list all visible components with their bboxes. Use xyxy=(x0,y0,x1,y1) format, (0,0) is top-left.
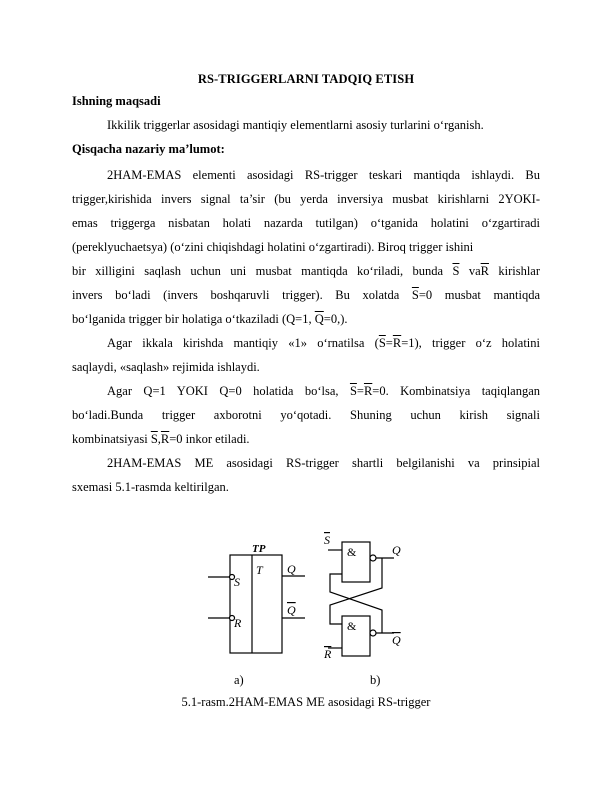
upper-inversion-bubble xyxy=(370,555,376,561)
input-r-label: R xyxy=(234,616,242,630)
figure-caption: 5.1-rasm.2HAM-EMAS ME asosidagi RS-trigger xyxy=(181,695,431,709)
text-fragment: Agar Q=1 YOKI Q=0 holatida bo‘lsa, xyxy=(107,384,339,398)
text-fragment: invers bo‘ladi (invers boshqaruvli trigger). Bu xolatda xyxy=(72,288,400,302)
text-fragment: kombinatsiyasi xyxy=(72,432,148,446)
para1-line6 xyxy=(72,288,540,302)
r-bar-symbol: $\overline{R}$ xyxy=(480,264,489,278)
q-bar-symbol: $\overline{Q}$ xyxy=(314,312,324,326)
text-fragment: bir xilligini saqlash uchun uni musbat mantiqda ko‘riladi, bunda xyxy=(72,264,444,278)
gate-qbar-label: Q xyxy=(392,633,401,647)
para4-line1: 2HAM-EMAS ME asosidagi RS-trigger shartli belgilanishi va prinsipial xyxy=(107,456,540,470)
gate-r-bar-label: R xyxy=(324,647,332,660)
para2-line1 xyxy=(107,336,540,350)
text-fragment: =0 musbat mantiqda xyxy=(418,288,540,302)
text-fragment: bo‘lganida trigger bir holatiga o‘tkaziladi (Q=1, xyxy=(72,312,312,326)
para3-line2: bo‘ladi.Bunda trigger axborotni yo‘qotadi. Shuning uchun kirish signali xyxy=(72,408,540,422)
r-bar-symbol: $\overline{R}$ xyxy=(363,384,373,398)
para1-line5 xyxy=(72,264,540,278)
block-type: T xyxy=(256,563,263,577)
text-fragment: va xyxy=(468,264,481,278)
text-fragment: , xyxy=(157,432,161,446)
para3-line3 xyxy=(72,432,540,446)
text-fragment: =1), trigger o‘z holatini xyxy=(401,336,540,350)
upper-gate-symbol: & xyxy=(347,545,357,559)
s-bar-symbol: $\overline{S}$ xyxy=(150,432,158,446)
para2-line2: saqlaydi, «saqlash» rejimida ishlaydi. xyxy=(72,360,260,374)
para1-line4: (pereklyuchaetsya) (o‘zini chiqishdagi holatini o‘zgartiradi). Biroq trigger ishini xyxy=(72,240,474,254)
input-s-label: S xyxy=(234,575,240,589)
theory-heading: Qisqacha nazariy ma’lumot: xyxy=(72,142,225,156)
text-fragment: Agar ikkala kirishda mantiqiy «1» o‘rnatilsa ( xyxy=(107,336,379,350)
para1-line7 xyxy=(72,312,540,326)
output-qbar-label: Q xyxy=(287,603,296,617)
output-q-label: Q xyxy=(287,562,296,576)
gate-s-bar-label: S xyxy=(324,533,330,547)
para1-line1: 2HAM-EMAS elementi asosidagi RS-trigger teskari mantiqda ishlaydi. Bu xyxy=(107,168,540,182)
text-fragment: = xyxy=(385,336,393,350)
lower-inversion-bubble xyxy=(370,630,376,636)
para1-line2: trigger,kirishida invers signal ta’sir (bu yerda inversiya musbat kirishlarni 2YOKI- xyxy=(72,192,540,206)
s-bar-symbol: $\overline{S}$ xyxy=(452,264,460,278)
text-fragment: =0 inkor etiladi. xyxy=(169,432,250,446)
lower-gate-symbol: & xyxy=(347,619,357,633)
document-title: RS-TRIGGERLARNI TADQIQ ETISH xyxy=(197,72,415,86)
s-bar-symbol: $\overline{S}$ xyxy=(349,384,357,398)
block-header: TP xyxy=(252,543,266,555)
s-bar-symbol: $\overline{S}$ xyxy=(378,336,386,350)
text-fragment: kirishlar xyxy=(498,264,541,278)
para3-line1 xyxy=(107,384,540,398)
gate-schematic-b xyxy=(328,542,394,656)
text-fragment: =0. Kombinatsiya taqiqlangan xyxy=(372,384,541,398)
figure-label-a: a) xyxy=(234,673,244,687)
para4-line2: sxemasi 5.1-rasmda keltirilgan. xyxy=(72,480,229,494)
r-bar-symbol: $\overline{R}$ xyxy=(392,336,402,350)
goal-heading: Ishning maqsadi xyxy=(72,94,161,108)
text-fragment: = xyxy=(356,384,364,398)
rs-trigger-figure xyxy=(190,530,420,660)
goal-text: Ikkilik triggerlar asosidagi mantiqiy elementlarni asosiy turlarini o‘rganish. xyxy=(107,118,484,132)
s-bar-symbol: $\overline{S}$ xyxy=(411,288,419,302)
para1-line3: emas triggerga nisbatan holati nazarda tutilgan) o‘tganida holatini o‘zgartiradi xyxy=(72,216,540,230)
q-feedback-wire xyxy=(330,558,382,624)
r-bar-symbol: $\overline{R}$ xyxy=(160,432,170,446)
gate-q-label: Q xyxy=(392,543,401,557)
text-fragment: =0,). xyxy=(323,312,348,326)
figure-label-b: b) xyxy=(370,673,381,687)
